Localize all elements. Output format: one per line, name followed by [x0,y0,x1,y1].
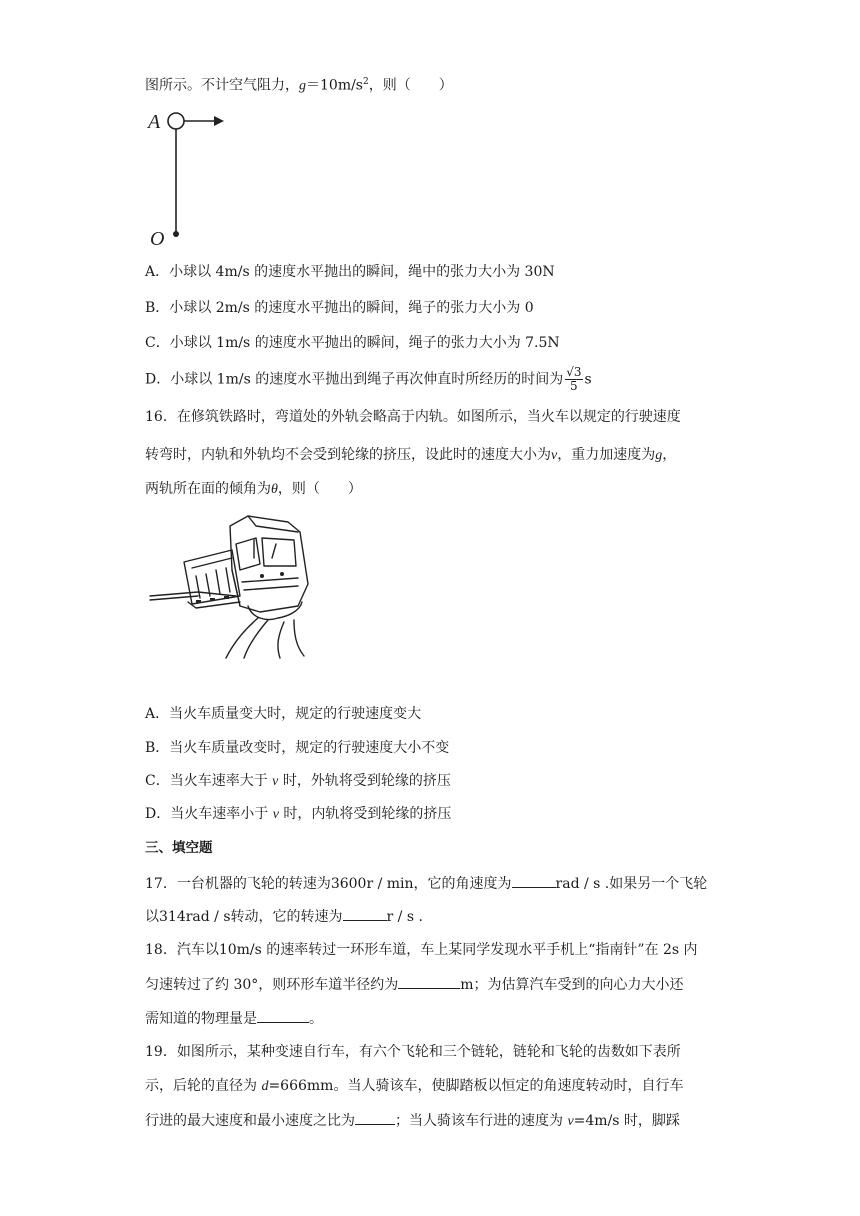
train-figure [148,510,320,660]
q18-line-3-b: 。 [309,1011,323,1027]
q16-option-c-v: v [272,774,279,789]
q19-line-3-a: 行进的最大速度和最小速度之比为 [145,1113,355,1129]
q16-line-3-a: 两轨所在面的倾角为 [145,481,271,497]
arrow-head-icon [214,116,224,126]
q19-line-3 [145,1110,680,1132]
q16-option-d [145,804,451,825]
headlight-left-icon [260,574,264,578]
q16-line-3-b: ，则（ ） [277,481,362,497]
section-title: 三、填空题 [145,840,213,856]
q16-line-3 [145,479,362,500]
q19-line-2 [145,1076,683,1097]
fraction-numerator: √3 [566,365,582,379]
q16-g: g [655,448,663,463]
q18-line-3 [145,1008,323,1029]
q16-line-2-b: ，重力加速度为 [557,447,656,463]
headlight-right-icon [280,572,284,576]
q19-line-2-a: 示，后轮的直径为 [145,1078,262,1094]
q15-intro-text-c: ，则（ ） [368,77,453,94]
q17-line-2-b: r / s . [386,909,423,925]
q19-v: v [567,1114,574,1129]
fraction [565,366,582,393]
q19-blank-1[interactable] [355,1110,395,1125]
q18-blank-2[interactable] [257,1008,309,1023]
q18-line-3-a: 需知道的物理量是 [145,1011,257,1027]
left-windshield [236,538,260,570]
fraction-denominator: 5 [570,379,578,393]
rail-curve-3 [278,622,284,658]
right-windshield [262,538,296,566]
q16-option-c-a: C．当火车速率大于 [145,773,273,789]
q16-option-a: A．当火车质量变大时，规定的行驶速度变大 [145,706,422,722]
label-a: A [148,111,161,133]
q15-option-c: C．小球以 1m/s 的速度水平抛出的瞬间，绳子的张力大小为 7.5N [145,335,560,351]
q19-line-1: 19．如图所示，某种变速自行车，有六个飞轮和三个链轮，链轮和飞轮的齿数如下表所 [145,1044,681,1060]
q16-option-d-a: D．当火车速率小于 [145,806,273,822]
q16-option-d-b: 时，内轨将受到轮缘的挤压 [278,806,452,822]
q15-sup: 2 [363,77,369,87]
rail-curve-4 [294,620,304,656]
pendulum-figure [140,105,250,250]
q16-theta: θ [271,482,278,497]
label-o: O [150,228,165,250]
q15-intro [145,72,453,97]
q18-line-2-a: 匀速转过了约 30°，则环形车道半径约为 [145,977,399,993]
q16-line-2-a: 转弯时，内轨和外轨均不会受到轮缘的挤压，设此时的速度大小为 [145,447,551,463]
q15-option-b: B．小球以 2m/s 的速度水平抛出的瞬间，绳子的张力大小为 0 [145,300,534,316]
q16-v: v [551,448,558,463]
track-left [150,592,236,596]
q15-g: g [299,78,306,94]
front-panel [242,578,298,590]
q18-line-1: 18．汽车以10m/s 的速率转过一环形车道，车上某同学发现水平手机上“指南针”在 2s 内 [145,942,698,958]
q15-option-a: A．小球以 4m/s 的速度水平抛出的瞬间，绳中的张力大小为 30N [145,264,555,280]
q17-line-1 [145,873,707,894]
wheels [196,596,229,603]
q18-line-2 [145,974,684,995]
q16-option-c [145,771,451,792]
q19-d: d [261,1079,269,1094]
q17-blank-2[interactable] [343,906,387,921]
q17-blank-1[interactable] [512,873,556,888]
q16-option-c-b: 时，外轨将受到轮缘的挤压 [278,773,451,789]
q16-option-b: B．当火车质量改变时，规定的行驶速度大小不变 [145,740,450,756]
q19-line-2-b: =666mm。当人骑该车，使脚踏板以恒定的角速度转动时，自行车 [268,1078,684,1094]
rear-car-roof [192,558,232,568]
q16-line-1: 16．在修筑铁路时，弯道处的外轨会略高于内轨。如图所示，当火车以规定的行驶速度 [145,409,681,425]
q16-line-2 [145,445,676,466]
q18-blank-1[interactable] [398,974,460,989]
q15-intro-text-a: 图所示。不计空气阻力， [145,77,299,94]
q15-intro-text-b: ＝10m/s [306,77,363,94]
ball-icon [168,113,184,129]
q16-option-d-v: v [272,807,279,822]
q15-option-d-text: D．小球以 1m/s 的速度水平抛出到绳子再次伸直时所经历的时间为 [145,371,564,388]
q17-line-1-a: 17．一台机器的飞轮的转速为3600r / min，它的角速度为 [145,876,512,892]
q17-line-1-b: rad / s .如果另一个飞轮 [555,876,708,892]
q19-line-3-b: ；当人骑该车行进的速度为 [395,1113,568,1129]
pivot-point-icon [173,231,179,237]
q16-line-2-c: ， [662,447,677,463]
q15-option-d-unit: s [584,371,592,388]
q18-line-2-b: m；为估算汽车受到的向心力大小还 [460,977,684,993]
rail-curve-1 [226,618,258,658]
q17-line-2-a: 以314rad / s转动，它的转速为 [145,909,343,925]
q15-option-d [145,366,592,393]
q19-line-3-c: =4m/s 时，脚踩 [573,1113,680,1129]
rail-curve-2 [244,620,268,658]
q17-line-2 [145,906,423,927]
